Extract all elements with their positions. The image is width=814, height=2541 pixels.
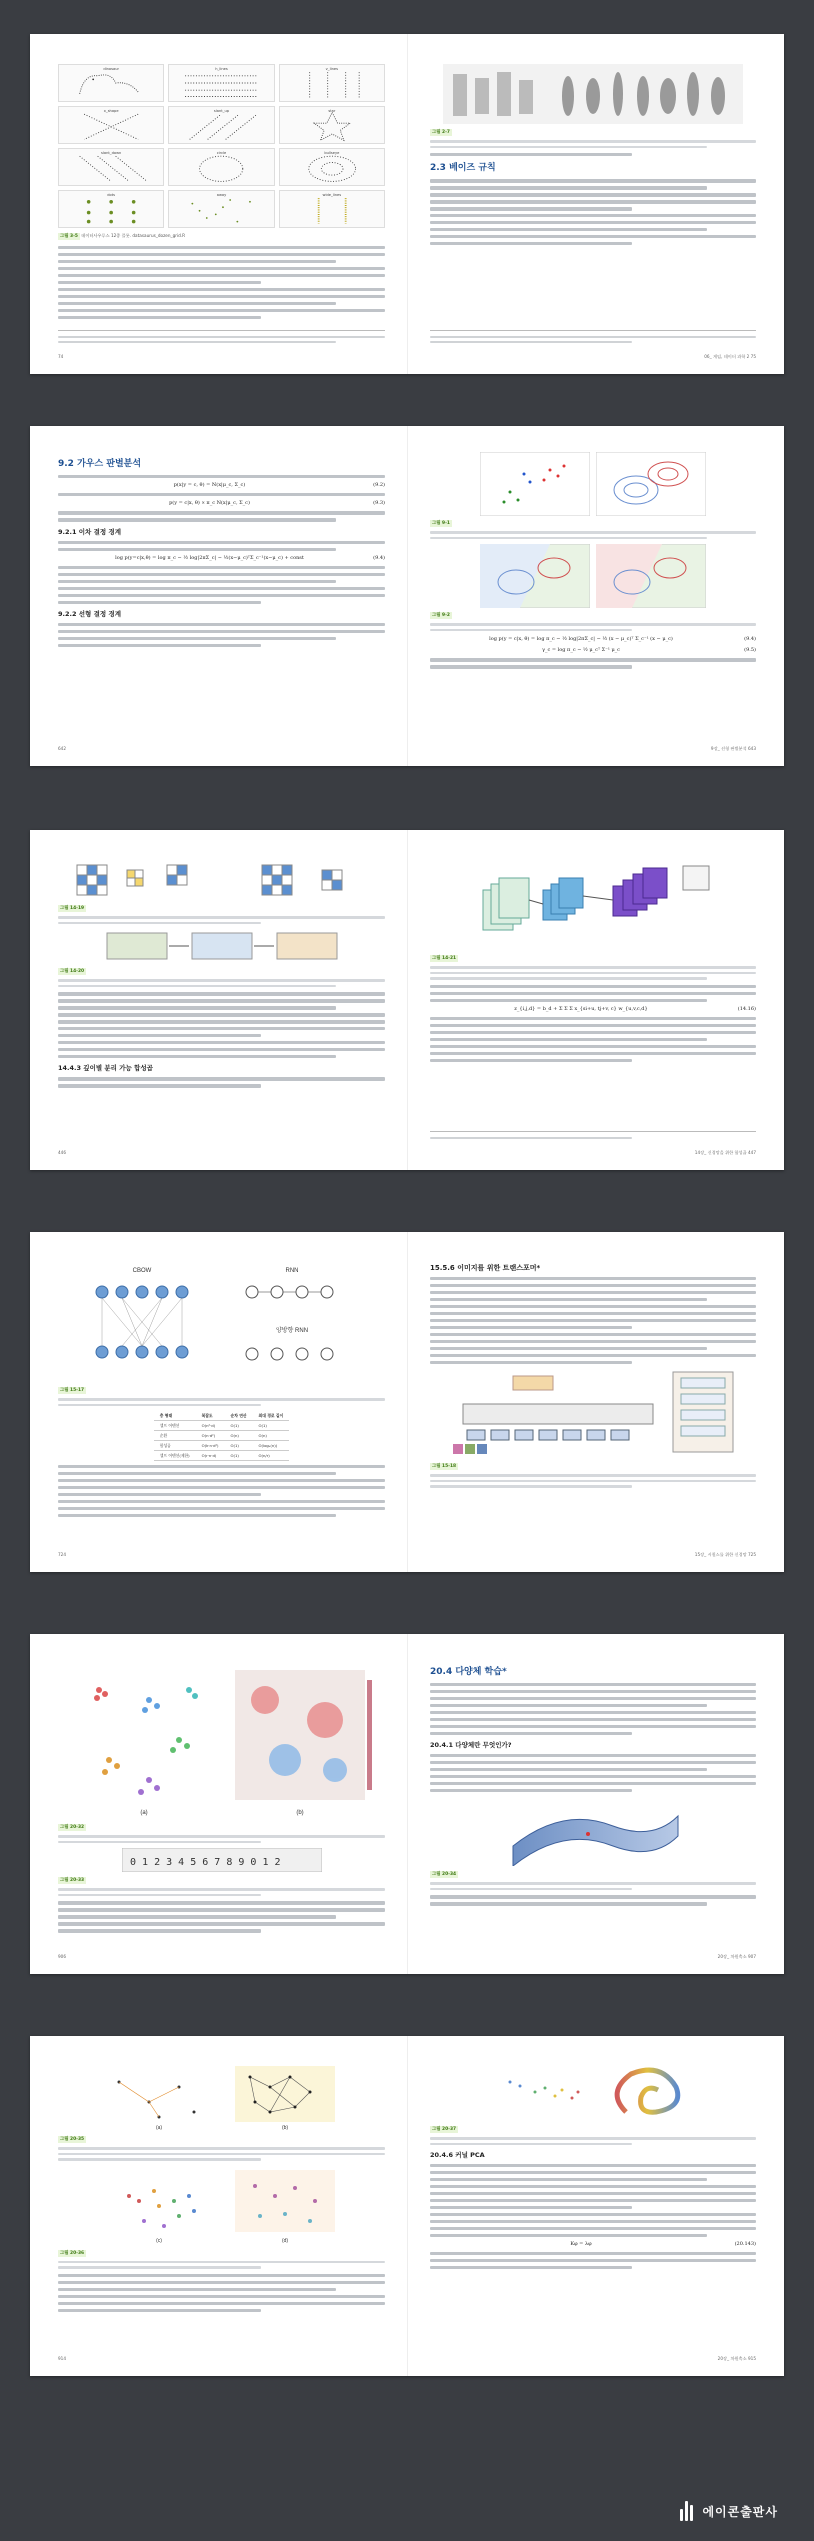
subplot-label: v_lines xyxy=(325,67,338,71)
body-text xyxy=(58,475,385,478)
equation xyxy=(430,2241,756,2248)
caption-label: 그림 14-21 xyxy=(432,956,457,961)
conv-3d-figure xyxy=(463,860,723,950)
violin-plot-figure xyxy=(443,64,743,124)
equation xyxy=(58,500,385,507)
equation-number: (9.5) xyxy=(744,647,756,654)
figure-row xyxy=(58,2166,385,2246)
body-text xyxy=(58,1901,385,1932)
table-header: 최대 경로 길이 xyxy=(253,1411,290,1421)
page-643 xyxy=(407,426,784,766)
page-number: 915 xyxy=(748,2356,756,2361)
spread-3 xyxy=(30,830,784,1170)
page-footer xyxy=(58,1551,385,1558)
page-footer xyxy=(58,353,385,360)
equation-body: Kφ = λφ xyxy=(570,2241,592,2248)
qda-contour-plot xyxy=(596,452,706,516)
figure-caption xyxy=(58,2135,385,2161)
page-footer xyxy=(430,745,756,752)
equation-number: (9.2) xyxy=(373,482,385,489)
figure-caption xyxy=(430,2125,756,2145)
table-row: 셀프 어텐션 O(n²·d) O(1) O(1) xyxy=(154,1421,289,1431)
subplot-circle xyxy=(168,148,274,186)
caption-label: 그림 20-37 xyxy=(432,2127,457,2132)
running-head: 06_ 게임, 데이터 과학 2 xyxy=(704,354,750,359)
panel-label: (b) xyxy=(295,1810,304,1816)
page-number: 75 xyxy=(750,354,756,359)
figure-row xyxy=(58,2062,385,2132)
page-number: 724 xyxy=(58,1552,66,1557)
section-heading: 15.5.6 이미지를 위한 트랜스포머* xyxy=(430,1264,541,1272)
equation xyxy=(430,636,756,643)
subplot-dinosaur xyxy=(58,64,164,102)
body-text xyxy=(58,992,385,1058)
figure-caption xyxy=(430,1462,756,1488)
table-header: 복잡도 xyxy=(196,1411,225,1421)
page-number: 643 xyxy=(748,746,756,751)
body-text xyxy=(58,246,385,319)
body-text xyxy=(430,658,756,668)
body-text xyxy=(430,1754,756,1792)
body-text xyxy=(430,1895,756,1905)
figure-caption xyxy=(58,1823,385,1843)
page-915 xyxy=(407,2036,784,2376)
table-row: 셀프 어텐션(제한) O(r·n·d) O(1) O(n/r) xyxy=(154,1451,289,1461)
page-number: 907 xyxy=(748,1954,756,1959)
equation-number: (9.4) xyxy=(744,636,756,643)
footnote xyxy=(430,1131,756,1142)
page-number: 642 xyxy=(58,746,66,751)
body-text xyxy=(430,153,756,156)
figure-row xyxy=(430,2062,756,2122)
page-number: 914 xyxy=(58,2356,66,2361)
page-number: 906 xyxy=(58,1954,66,1959)
running-head: 15장_ 시퀀스를 위한 신경망 xyxy=(694,1552,747,1557)
subplot-label: dots xyxy=(107,193,116,197)
page-footer xyxy=(430,1149,756,1156)
footnote xyxy=(58,330,385,346)
caption-label: 그림 2-7 xyxy=(432,130,450,135)
body-text xyxy=(58,2274,385,2312)
subplot-label: x_shape xyxy=(103,109,119,113)
page-446 xyxy=(30,830,407,1170)
embedding-panel-c xyxy=(99,2166,219,2246)
caption-label: 그림 14-19 xyxy=(60,906,85,911)
lda-region-plot-a xyxy=(480,544,590,608)
running-head: 14장_ 신경망을 위한 합성곱 xyxy=(694,1150,747,1155)
equation-body: p(y = c|x, θ) ∝ π_c N(x|μ_c, Σ_c) xyxy=(169,500,250,507)
caption-label: 그림 3-5 xyxy=(60,234,78,239)
page-number: 725 xyxy=(748,1552,756,1557)
figure-row xyxy=(430,452,756,516)
subplot-v-lines xyxy=(279,64,385,102)
page-914 xyxy=(30,2036,407,2376)
body-text xyxy=(430,2164,756,2237)
figure-row xyxy=(430,544,756,608)
section-heading: 9.2 가우스 판별분석 xyxy=(58,459,142,469)
subsection-heading: 9.2.2 선형 결정 경계 xyxy=(58,609,121,618)
equation-body: p(x|y = c, θ) = N(x|μ_c, Σ_c) xyxy=(173,482,246,489)
body-text xyxy=(58,566,385,604)
subplot-h-lines xyxy=(168,64,274,102)
subsection-heading: 20.4.6 커널 PCA xyxy=(430,2151,485,2160)
swiss-roll-3d xyxy=(596,2062,696,2122)
caption-label: 그림 9-1 xyxy=(432,521,450,526)
figure-caption xyxy=(58,232,385,241)
caption-label: 그림 15-18 xyxy=(432,1464,457,1469)
caption-label: 그림 20-32 xyxy=(60,1825,85,1830)
attention-diagram xyxy=(72,1262,372,1382)
equation-number: (9.3) xyxy=(373,500,385,507)
equation-body: γ_c = log π_c − ½ μ_cᵀ Σ⁻¹ μ_c xyxy=(541,647,620,654)
page-907 xyxy=(407,1634,784,1974)
page-footer xyxy=(58,745,385,752)
body-text xyxy=(58,623,385,647)
figure-caption xyxy=(430,519,756,539)
page-74 xyxy=(30,34,407,374)
caption-label: 그림 20-35 xyxy=(60,2137,85,2142)
body-text xyxy=(58,541,385,551)
running-head: 20장_ 차원축소 xyxy=(717,2356,747,2361)
figure-caption xyxy=(58,904,385,924)
section-heading: 2.3 베이즈 규칙 xyxy=(430,163,496,174)
figure-caption xyxy=(430,128,756,148)
equation xyxy=(430,647,756,654)
page-footer xyxy=(58,1953,385,1960)
body-text xyxy=(430,2252,756,2269)
vit-architecture-figure xyxy=(443,1368,743,1458)
subplot-label: h_lines xyxy=(215,67,228,71)
publisher-name: 에이콘출판사 xyxy=(702,2504,778,2519)
diagram-label-cbow: CBOW xyxy=(132,1268,151,1274)
subplot-label: dinosaur xyxy=(103,67,119,71)
subplot-wide-lines xyxy=(279,190,385,228)
equation-body: log p(y = c|x, θ) = log π_c − ½ log|2πΣ_c| − ½ (x − μ_c)ᵀ Σ_c⁻¹ (x − μ_c) xyxy=(489,636,673,643)
diagram-label-rnn: RNN xyxy=(285,1268,298,1274)
subplot-bullseye xyxy=(279,148,385,186)
table-row: 순환 O(n·d²) O(n) O(n) xyxy=(154,1431,289,1441)
equation xyxy=(58,482,385,489)
tsne-plot-b xyxy=(225,1660,375,1820)
table-header: 순차 연산 xyxy=(225,1411,253,1421)
body-text xyxy=(430,1017,756,1062)
caption-label: 그림 9-2 xyxy=(432,613,450,619)
equation-body: z_{i,j,d} = b_d + Σ Σ Σ x_{si+u, tj+v, c} w_{u,v,c,d} xyxy=(514,1005,648,1012)
publisher-logo xyxy=(680,2501,778,2521)
body-text xyxy=(58,511,385,521)
conv-grid-figure xyxy=(72,860,372,900)
subplot-label: bullseye xyxy=(324,151,340,155)
spread-6 xyxy=(30,2036,784,2376)
table-row: 합성곱 O(k·n·d²) O(1) O(logₖ(n)) xyxy=(154,1441,289,1451)
figure-caption xyxy=(430,1870,756,1890)
graph-panel-a xyxy=(99,2062,219,2132)
tsne-plot-a xyxy=(69,1660,219,1820)
caption-label: 그림 14-20 xyxy=(60,969,85,975)
page-footer xyxy=(430,1551,756,1558)
subsection-heading: 9.2.1 이차 결정 경계 xyxy=(58,527,121,536)
svg-text:0 1 2 3 4 5 6 7 8 9 0 1 2: 0 1 2 3 4 5 6 7 8 9 0 1 2 xyxy=(129,1857,281,1869)
page-447 xyxy=(407,830,784,1170)
subplot-slant-up xyxy=(168,106,274,144)
page-906 xyxy=(30,1634,407,1974)
figure-caption xyxy=(58,967,385,987)
page-footer xyxy=(430,353,756,360)
caption-label: 그림 20-36 xyxy=(60,2250,85,2256)
page-footer xyxy=(58,1149,385,1156)
subplot-label: away xyxy=(216,193,227,197)
page-642 xyxy=(30,426,407,766)
panel-label: (a) xyxy=(155,2125,162,2131)
page-number: 446 xyxy=(58,1150,66,1155)
page-footer xyxy=(58,2355,385,2362)
body-text xyxy=(430,179,756,245)
datasaurus-grid xyxy=(58,64,385,228)
subplot-away xyxy=(168,190,274,228)
page-724 xyxy=(30,1232,407,1572)
page-75 xyxy=(407,34,784,374)
subplot-label: slant_down xyxy=(101,151,122,155)
equation-number: (14.16) xyxy=(737,1005,756,1012)
lda-region-plot-b xyxy=(596,544,706,608)
subplot-slant-down xyxy=(58,148,164,186)
panel-label: (c) xyxy=(155,2237,162,2244)
body-text xyxy=(58,1465,385,1517)
spread-1 xyxy=(30,34,784,374)
publisher-bars-icon xyxy=(680,2501,696,2521)
figure-row xyxy=(58,1660,385,1820)
body-text xyxy=(430,985,756,1002)
equation: log p(y=c|x,θ) = log π_c − ½ log|2πΣ_c| − ½(x−μ_c)ᵀΣ_c⁻¹(x−μ_c) + const (9.4) xyxy=(115,554,385,561)
swiss-roll-unrolled xyxy=(490,2062,590,2122)
spread-5 xyxy=(30,1634,784,1974)
running-head: 9장_ 선형 판별분석 xyxy=(710,746,747,751)
subsection-heading: 14.4.3 깊이별 분리 가능 합성곱 xyxy=(58,1064,153,1073)
subplot-label: wide_lines xyxy=(322,193,342,197)
subsection-heading: 20.4.1 다양체란 무엇인가? xyxy=(430,1741,512,1750)
body-text xyxy=(430,1277,756,1364)
subplot-x-shape xyxy=(58,106,164,144)
page-footer xyxy=(430,2355,756,2362)
spread-2 xyxy=(30,426,784,766)
equation xyxy=(430,1006,756,1013)
panel-label: (a) xyxy=(139,1810,148,1816)
panel-label: (d) xyxy=(281,2237,288,2244)
pooling-figure xyxy=(97,929,347,963)
figure-caption xyxy=(58,2249,385,2269)
page-725 xyxy=(407,1232,784,1572)
page-footer xyxy=(430,1953,756,1960)
subplot-label: star xyxy=(328,109,336,113)
spread-4 xyxy=(30,1232,784,1572)
body-text xyxy=(58,493,385,496)
subplot-label: circle xyxy=(216,151,227,155)
embedding-panel-d xyxy=(225,2166,345,2246)
table-header: 층 형태 xyxy=(154,1411,196,1421)
subplot-star xyxy=(279,106,385,144)
caption-label: 그림 15-17 xyxy=(60,1388,85,1393)
page-number: 74 xyxy=(58,354,64,359)
figure-caption xyxy=(58,1386,385,1406)
subplot-dots xyxy=(58,190,164,228)
caption-label: 그림 20-33 xyxy=(60,1878,85,1884)
caption-text: 데이터사우루스 12종 플롯. datasaurus_dozen_grid.R xyxy=(81,233,186,238)
qda-scatter-plot xyxy=(480,452,590,516)
figure-caption xyxy=(430,611,756,631)
digits-strip xyxy=(122,1848,322,1872)
footnote xyxy=(430,330,756,346)
equation-number: (20.143) xyxy=(734,2241,756,2248)
figure-caption xyxy=(58,1876,385,1896)
section-heading: 20.4 다양체 학습* xyxy=(430,1667,507,1677)
graph-panel-b xyxy=(225,2062,345,2132)
diagram-label-birnn: 양방향 RNN xyxy=(275,1328,308,1334)
running-head: 20장_ 차원축소 xyxy=(717,1954,747,1959)
figure-caption xyxy=(430,954,756,980)
body-text xyxy=(58,1077,385,1087)
caption-label: 그림 20-34 xyxy=(432,1872,457,1878)
manifold-surface-figure xyxy=(493,1796,693,1866)
subplot-label: slant_up xyxy=(213,109,230,113)
page-number: 447 xyxy=(748,1150,756,1155)
body-text xyxy=(430,1683,756,1735)
complexity-table xyxy=(154,1411,289,1461)
panel-label: (b) xyxy=(281,2125,288,2131)
